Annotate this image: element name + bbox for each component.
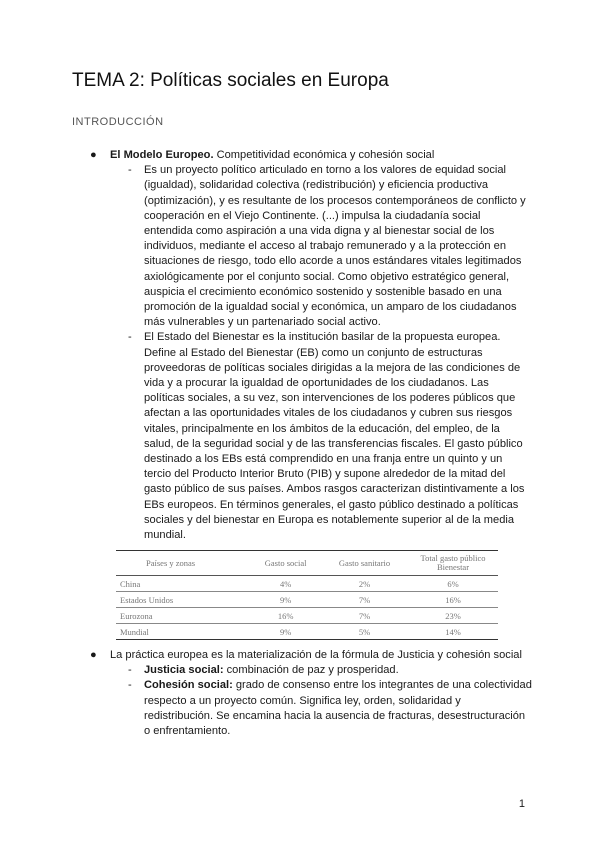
table-cell: 16% [250,608,321,624]
list-item [72,148,532,163]
table-header-row [116,551,498,576]
sub-list-item [72,163,532,330]
sub-list-item [72,663,532,678]
table-cell: 16% [408,592,498,608]
table-cell: 4% [250,576,321,592]
page-number: 1 [518,798,525,810]
table-cell: Mundial [116,624,250,640]
dash-icon: - [128,679,132,692]
table-header: Gasto sanitario [321,551,408,576]
table-cell: 9% [250,624,321,640]
spending-table [116,550,498,640]
paragraph: Es un proyecto político articulado en torno a los valores de equidad social (igualdad), solidaridad colectiva (redistribución) y eficiencia productiva (optimización), y es resultante de los procesos contemporáneos de conflicto y cooperación en el Viejo Continente. (...) impulsa la ciudadanía social entendida como aspiración a una vida digna y al bienestar social de los individuos, mediante el acceso al trabajo remunerado y a la protección en situaciones de riesgo, todo ello acorde a unos estándares vitales legitimados axiológicamente por el conjunto social. Como objetivo estratégico general, auspicia el crecimiento económico sostenido y sostenible basado en una promoción de la igualdad social y económica, un amparo de los ciudadanos más vulnerables y un partenariado social activo. [144,164,526,329]
bullet-lead-text: La práctica europea es la materialización de la fórmula de Justicia y cohesión social [110,649,522,661]
dash-icon: - [128,331,132,344]
table-header: Total gasto público Bienestar [408,551,498,576]
dash-icon: - [128,164,132,177]
table-row [116,624,498,640]
table-cell: Estados Unidos [116,592,250,608]
table-cell: Eurozona [116,608,250,624]
term-definition: grado de consenso entre los integrantes de una colectividad respecto a un proyecto común. Significa ley, orden, solidaridad y redistribución. Se encamina hacia la ausencia de fracturas, desestructuración o enfrentamiento. [144,679,532,738]
term-label: Justicia social: [144,664,224,677]
table-cell: 5% [321,624,408,640]
table-row [116,576,498,592]
list-item [72,648,532,663]
table-cell: China [116,576,250,592]
bullet-lead-bold: El Modelo Europeo. [110,149,214,161]
bullet-block-modelo [72,148,532,543]
sub-list-item [72,330,532,543]
section-heading: INTRODUCCIÓN [72,116,164,128]
table-row [116,608,498,624]
table-cell: 6% [408,576,498,592]
table-header: Países y zonas [116,551,250,576]
table-row [116,592,498,608]
table-header: Gasto social [250,551,321,576]
term-label: Cohesión social: [144,679,233,692]
bullet-icon: ● [90,649,97,661]
bullet-lead-text: Competitividad económica y cohesión social [213,149,435,161]
table-cell: 7% [321,608,408,624]
table-cell: 2% [321,576,408,592]
table-cell: 23% [408,608,498,624]
sub-list-item [72,678,532,739]
paragraph: El Estado del Bienestar es la institución basilar de la propuesta europea. Define al Estado del Bienestar (EB) como un conjunto de estructuras proveedoras de políticas sociales dirigidas a la mejora de las condiciones de vida y a procurar la igualdad de oportunidades de los ciudadanos. Las políticas sociales, a su vez, son intervenciones de los poderes públicos que afectan a las oportunidades vitales de los ciudadanos y cubren sus riesgos vitales, principalmente en los ámbitos de la educación, del empleo, de la salud, de la seguridad social y de las transferencias fiscales. El gasto público destinado a los EBs está comprendido en una franja entre un quinto y un tercio del Producto Interior Bruto (PIB) y supone alrededor de la mitad del gasto público de sus países. Ambos rasgos caracterizan distintivamente a los EBs europeos. En términos generales, el gasto público destinado a políticas sociales y del bienestar en Europa es notablemente superior al de la media mundial. [144,331,525,542]
bullet-icon: ● [90,149,97,161]
term-definition: combinación de paz y prosperidad. [223,664,399,677]
table-cell: 9% [250,592,321,608]
page-title: TEMA 2: Políticas sociales en Europa [72,70,389,91]
table-cell: 14% [408,624,498,640]
dash-icon: - [128,664,132,677]
table-cell: 7% [321,592,408,608]
bullet-block-practica [72,648,532,739]
